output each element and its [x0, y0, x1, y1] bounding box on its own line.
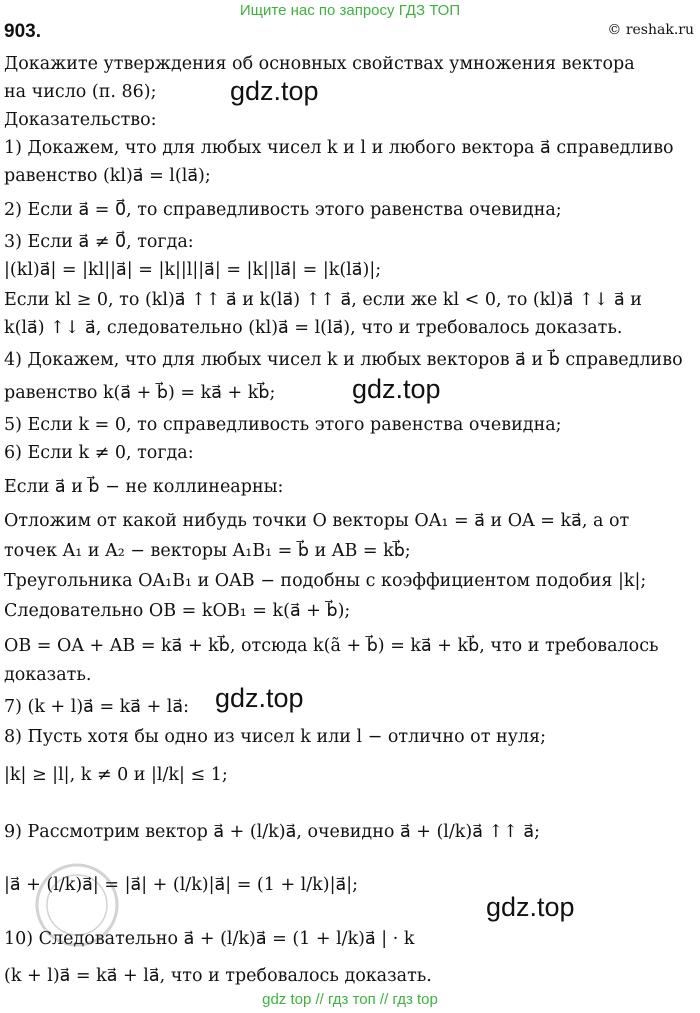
text-line: Треугольника OA₁B₁ и OAB − подобны с коэффициентом подобия |k|; [4, 571, 647, 591]
text-line: 4) Докажем, что для любых чисел k и любых векторов a⃗ и b⃗ справедливо [4, 350, 683, 370]
top-banner: Ищите нас по запросу ГДЗ ТОП [239, 2, 461, 19]
copyright: © reshak.ru [607, 22, 694, 38]
text-line: Если kl ≥ 0, то (kl)a⃗ ↑↑ a⃗ и k(la⃗) ↑↑ a⃗, если же kl < 0, то (kl)a⃗ ↑↓ a⃗ и [4, 290, 642, 310]
text-line: доказать. [4, 665, 92, 685]
watermark: gdz.top [486, 892, 575, 922]
text-line: |(kl)a⃗| = |kl||a⃗| = |k||l||a⃗| = |k||la⃗| = |k(la⃗)|; [4, 260, 382, 280]
text-line: |k| ≥ |l|, k ≠ 0 и |l/k| ≤ 1; [4, 765, 228, 785]
text-line: точек A₁ и A₂ − векторы A₁B₁ = b⃗ и AB = kb⃗; [4, 541, 411, 561]
watermark: gdz.top [215, 683, 304, 713]
text-line: 3) Если a⃗ ≠ 0⃗, тогда: [4, 232, 194, 252]
text-line: равенство (kl)a⃗ = l(la⃗); [4, 166, 211, 186]
text-line: 10) Следовательно a⃗ + (l/k)a⃗ = (1 + l/k)a⃗ | · k [4, 929, 415, 949]
text-line: OB = OA + AB = ka⃗ + kb⃗, отсюда k(ã + b⃗) = ka⃗ + kb⃗, что и требовалось [4, 636, 659, 656]
stamp-icon [32, 860, 122, 950]
text-line: равенство k(a⃗ + b⃗) = ka⃗ + kb⃗; [4, 383, 276, 403]
text-line: 5) Если k = 0, то справедливость этого равенства очевидна; [4, 415, 562, 435]
text-line: Отложим от какой нибудь точки O векторы OA₁ = a⃗ и OA = ka⃗, а от [4, 511, 630, 531]
text-line: Докажите утверждения об основных свойствах умножения вектора [4, 54, 635, 74]
text-line: |a⃗ + (l/k)a⃗| = |a⃗| + (l/k)|a⃗| = (1 + l/k)|a⃗|; [4, 875, 359, 895]
text-line: (k + l)a⃗ = ka⃗ + la⃗, что и требовалось доказать. [4, 966, 432, 986]
text-line: на число (п. 86); [4, 82, 157, 102]
text-line: 8) Пусть хотя бы одно из чисел k или l − отлично от нуля; [4, 727, 546, 747]
watermark: gdz.top [230, 76, 319, 106]
text-line: Доказательство: [4, 110, 157, 130]
task-number: 903. [4, 21, 41, 42]
text-line: Следовательно OB = kOB₁ = k(a⃗ + b⃗); [4, 601, 351, 621]
bottom-banner: gdz top // гдз топ // гдз top [262, 991, 438, 1008]
text-line: k(la⃗) ↑↓ a⃗, следовательно (kl)a⃗ = l(la⃗), что и требовалось доказать. [4, 318, 623, 338]
watermark: gdz.top [352, 374, 441, 404]
text-line: 6) Если k ≠ 0, тогда: [4, 443, 194, 463]
text-line: 1) Докажем, что для любых чисел k и l и любого вектора a⃗ справедливо [4, 138, 674, 158]
text-line: 7) (k + l)a⃗ = ka⃗ + la⃗: [4, 697, 190, 717]
text-line: Если a⃗ и b⃗ − не коллинеарны: [4, 477, 284, 497]
text-line: 9) Рассмотрим вектор a⃗ + (l/k)a⃗, очевидно a⃗ + (l/k)a⃗ ↑↑ a⃗; [4, 822, 541, 842]
text-line: 2) Если a⃗ = 0⃗, то справедливость этого равенства очевидна; [4, 200, 562, 220]
